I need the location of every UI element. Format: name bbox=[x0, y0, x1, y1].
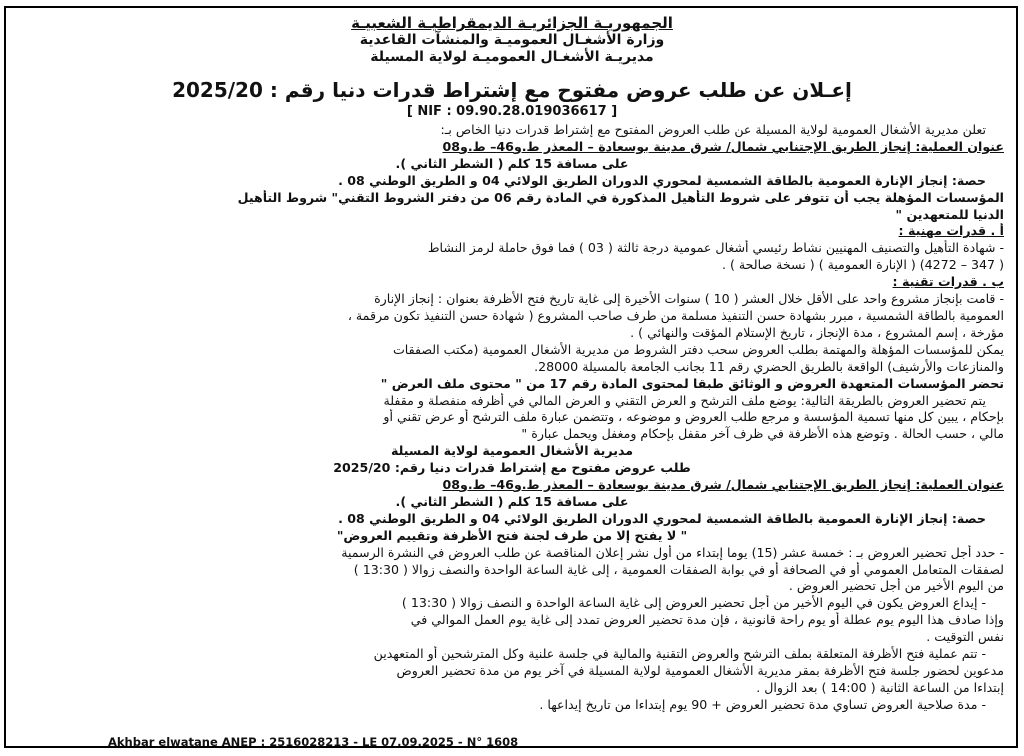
body-line: مالي ، حسب الحالة . وتوضع هذه الأظرفة في ظرف آخر مقفل بإحكام ومغفل ويحمل عبارة " bbox=[521, 426, 1004, 442]
directorate-line: مديريـة الأشغـال العموميـة لولاية المسيلة bbox=[370, 49, 654, 65]
announcement-body bbox=[20, 122, 1004, 714]
republic-line: الجمهوريـة الجزائريـة الديمقراطيـة الشعبيـة bbox=[351, 14, 673, 32]
operation-title: عنوان العملية: إنجاز الطريق الإجتنابي شمال/ شرق مدينة بوسعادة – المعذر ط.و46– ط.و08 bbox=[442, 477, 1004, 493]
body-line: - شهادة التأهيل والتصنيف المهنيين نشاط رئيسي أشغال عمومية درجة ثالثة ( 03 ) فما فوق حاملة لرمز النشاط bbox=[427, 240, 1004, 256]
body-line: والمنازعات والأرشيف) الواقعة بالطريق الحضري رقم 11 بجانب الجامعة بالمسيلة 28000. bbox=[534, 358, 1004, 374]
announcement-title: إعـلان عن طلب عروض مفتوح مع إشتراط قدرات دنيا رقم : 2025/20 bbox=[172, 78, 852, 102]
body-line: على مسافة 15 كلم ( الشطر الثاني ). bbox=[395, 493, 629, 509]
envelope-line: مديرية الأشغال العمومية لولاية المسيلة bbox=[390, 443, 634, 459]
nif-number: [ NIF : 09.90.28.019036617 ] bbox=[406, 104, 618, 119]
body-line: من اليوم الأخير من أجل تحضير العروض . bbox=[788, 578, 1004, 594]
envelope-line: طلب عروض مفتوح مع إشتراط قدرات دنيا رقم: 2025/20 bbox=[333, 460, 691, 476]
body-line: تحضر المؤسسات المتعهدة العروض و الوثائق طبقا لمحتوى المادة رقم 17 من " محتوى ملف العرض " bbox=[380, 375, 1004, 391]
body-line: - تتم عملية فتح الأظرفة المتعلقة بملف الترشح والعروض التقنية والمالية في جلسة علنية وكل المترشحين أو المتعهدين bbox=[373, 646, 986, 662]
body-line: لصفقات المتعامل العمومي أو في الصحافة أو في بوابة الصفقات العمومية ، إلى غاية الساعة الواحدة والنصف زوالا ( 13:30 ) bbox=[353, 561, 1004, 577]
body-line: - مدة صلاحية العروض تساوي مدة تحضير العروض + 90 يوم إبتداءا من تاريخ إيداعها . bbox=[539, 696, 986, 712]
body-line: مدعوين لحضور جلسة فتح الأظرفة بمقر مديرية الأشغال العمومية لولاية المسيلة في آخر يوم من مدة تحضير العروض bbox=[396, 663, 1004, 678]
operation-title: عنوان العملية: إنجاز الطريق الإجتنابي شمال/ شرق مدينة بوسعادة – المعذر ط.و46– ط.و08 bbox=[442, 138, 1004, 154]
body-line: العمومية بالطاقة الشمسية ، مبرر بشهادة حسن التنفيذ مسلمة من طرف صاحب المشروع ( شهادة حسن التنفيذ تكون مرقمة ، bbox=[347, 307, 1004, 323]
body-line: يتم تحضير العروض بالطريقة التالية: يوضع ملف الترشح و العرض التقني و العرض المالي في أظرفه منفصلة و مقفلة bbox=[383, 392, 986, 408]
section-technical: ب . قدرات تقنية : bbox=[892, 274, 1004, 290]
body-line: - قامت بإنجاز مشروع واحد على الأقل خلال العشر ( 10 ) سنوات الأخيرة إلى غاية تاريخ فتح الأظرفة بعنوان : إنجاز الإنارة bbox=[374, 291, 1004, 307]
body-line: الدنيا للمتعهدين " bbox=[895, 206, 1004, 222]
body-line: - حدد أجل تحضير العروض بـ : خمسة عشر (15) يوما إبتداء من أول نشر إعلان المناقصة عن طلب العروض في النشرة الرسمية bbox=[341, 544, 1004, 560]
section-professional: أ . قدرات مهنية : bbox=[898, 223, 1004, 239]
body-line: تعلن مديرية الأشغال العمومية لولاية المسيلة عن طلب العروض المفتوح مع إشتراط قدرات دنيا الخاص بـ: bbox=[440, 122, 986, 137]
body-line: - إيداع العروض يكون في اليوم الأخير من أجل تحضير العروض إلى غاية الساعة الواحدة و النصف زوالا ( 13:30 ) bbox=[401, 595, 986, 611]
header bbox=[0, 14, 1024, 66]
body-line: يمكن للمؤسسات المؤهلة والمهتمة بطلب العروض سحب دفتر الشروط من مديرية الأشغال العمومية (مكتب الصفقات bbox=[392, 341, 1004, 357]
body-line: إبتداءا من الساعة الثانية ( 14:00 ) بعد الزوال . bbox=[756, 679, 1004, 695]
body-line: وإذا صادف هذا اليوم يوم عطلة أو يوم راحة قانونية ، فإن مدة تحضير العروض تمدد إلى غاية يوم العمل الموالي في bbox=[410, 612, 1004, 628]
body-line: بإحكام ، يبين كل منها تسمية المؤسسة و مرجع طلب العروض و موضوعه ، وتتضمن عبارة ملف الترشح أو عرض تقني أو bbox=[383, 409, 1004, 425]
body-line: ( 347 – 4272) ( الإنارة العمومية ) ( نسخة صالحة ) . bbox=[721, 257, 1004, 273]
envelope-line: " لا يفتح إلا من طرف لجنة فتح الأظرفة وتقييم العروض" bbox=[336, 527, 688, 543]
lot-title: حصة: إنجاز الإنارة العمومية بالطاقة الشمسية لمحوري الدوران الطريق الولائي 04 و الطريق الوطني 08 . bbox=[338, 510, 986, 526]
body-line: مؤرخة ، إسم المشروع ، مدة الإنجاز ، تاريخ الإستلام المؤقت والنهائي ) . bbox=[630, 324, 1004, 340]
body-line: نفس التوقيت . bbox=[926, 629, 1004, 645]
publication-footer: Akhbar elwatane ANEP : 2516028213 - LE 07.09.2025 - N° 1608 bbox=[108, 735, 519, 749]
body-line: المؤسسات المؤهلة يجب أن تتوفر على شروط التأهيل المذكورة في المادة رقم 06 من دفتر الشروط التقني" شروط التأهيل bbox=[237, 189, 1004, 205]
body-line: على مسافة 15 كلم ( الشطر الثاني ). bbox=[395, 155, 629, 171]
ministry-line: وزارة الأشغـال العموميـة والمنشآت القاعدية bbox=[359, 32, 665, 48]
lot-title: حصة: إنجاز الإنارة العمومية بالطاقة الشمسية لمحوري الدوران الطريق الولائي 04 و الطريق الوطني 08 . bbox=[338, 172, 986, 188]
